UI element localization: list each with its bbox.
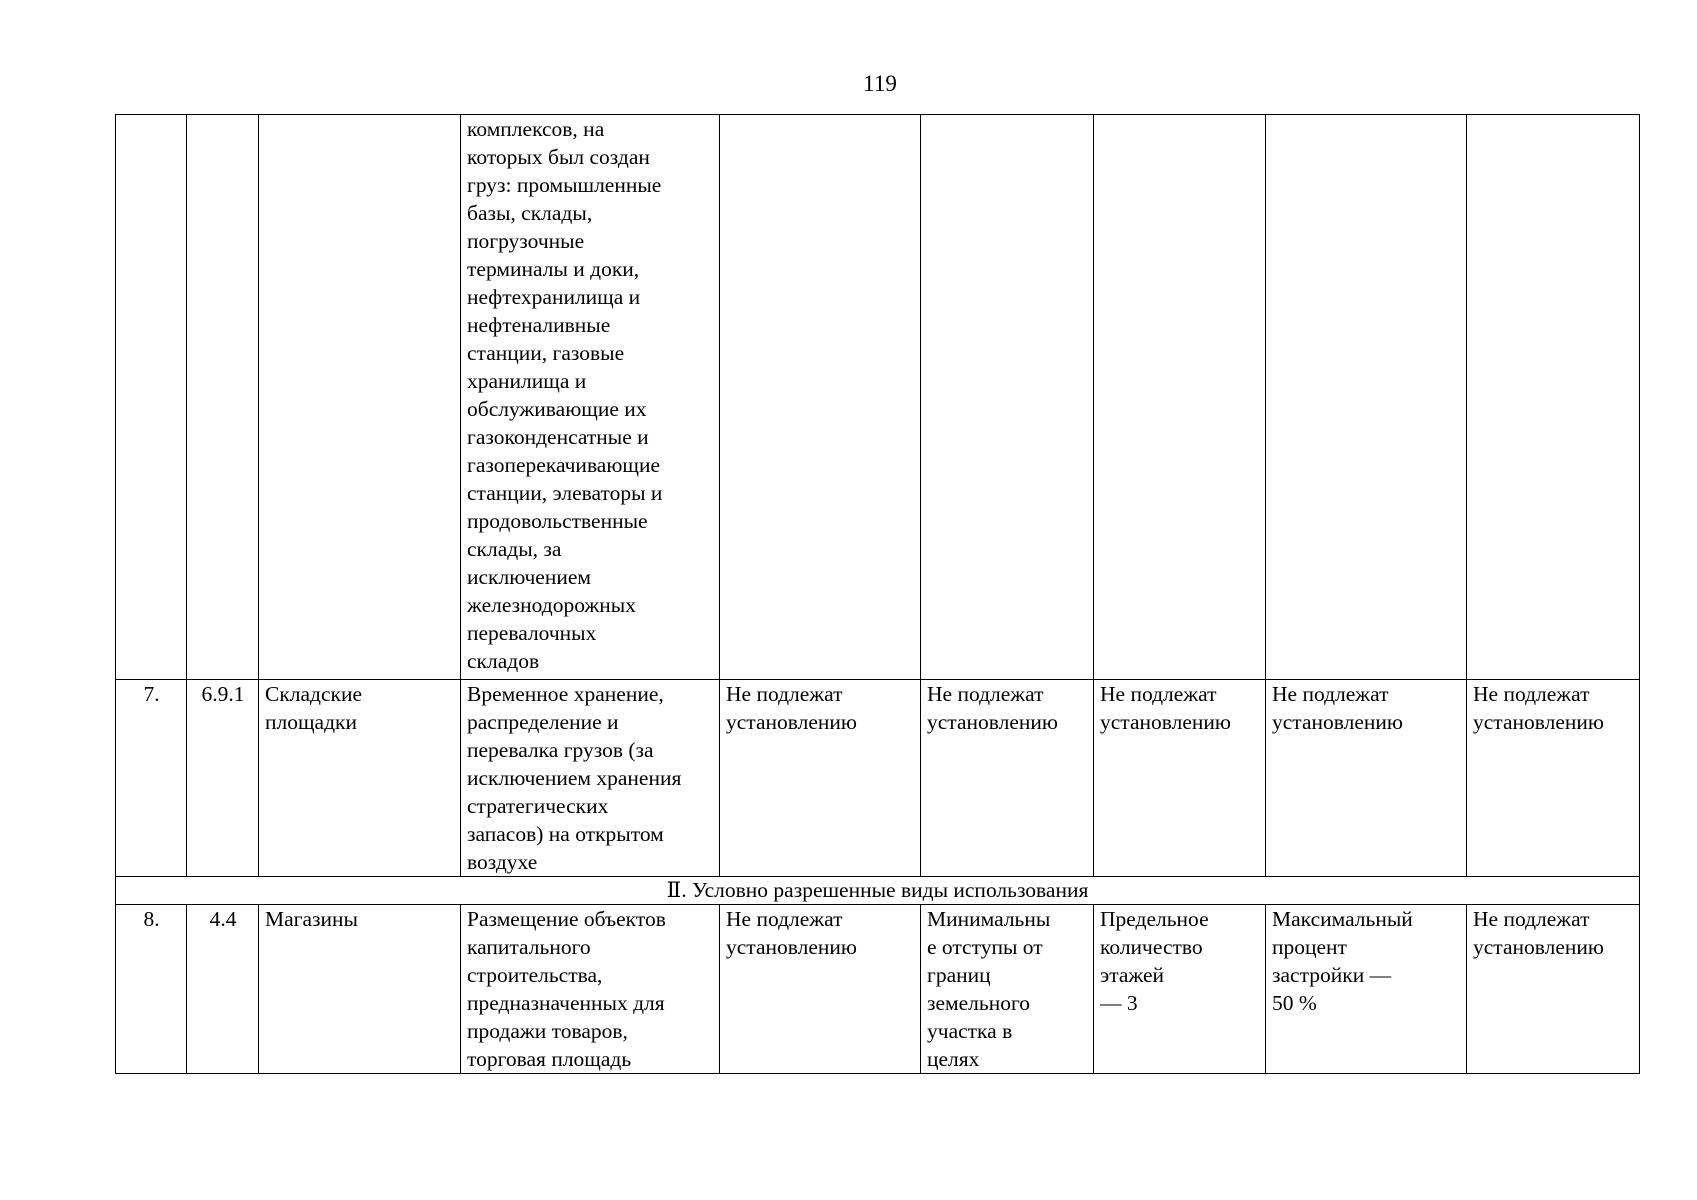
row-number-cell: 8.	[116, 905, 187, 1074]
section-header: Ⅱ. Условно разрешенные виды использования	[116, 877, 1640, 905]
cell-text-line: погрузочные	[467, 229, 585, 253]
cell-text-line: складов	[467, 649, 540, 673]
cell-text-line: груз: промышленные	[467, 173, 662, 197]
table-row	[116, 680, 1640, 877]
cell-text-line: участка в	[927, 1019, 1013, 1043]
cell-text-line: границ	[927, 963, 991, 987]
cell-text-line: перевалочных	[467, 621, 597, 645]
cell-text-line: установлению	[1100, 710, 1231, 734]
param-cell	[1094, 905, 1266, 1074]
use-description-cell	[461, 115, 720, 680]
cell-text-line: Не подлежат	[1473, 907, 1590, 931]
param-cell	[1266, 680, 1467, 877]
cell-text-line: Предельное	[1100, 907, 1209, 931]
cell-text-line: площадки	[265, 710, 357, 734]
page-number: 119	[863, 71, 897, 96]
cell-text-line: Магазины	[265, 907, 358, 931]
param-cell	[1266, 115, 1467, 680]
cell-text-line: установлению	[1473, 710, 1604, 734]
cell-text-line: предназначенных для	[467, 991, 665, 1015]
land-use-table	[115, 114, 1640, 1074]
cell-text-line: Не подлежат	[1272, 682, 1389, 706]
cell-text-line: которых был создан	[467, 145, 650, 169]
param-cell	[921, 905, 1094, 1074]
use-name-cell	[259, 905, 461, 1074]
cell-text-line: Не подлежат	[1100, 682, 1217, 706]
cell-text-line: застройки —	[1272, 963, 1392, 987]
cell-text-line: установлению	[726, 935, 857, 959]
cell-text-line: Минимальны	[927, 907, 1051, 931]
table-row	[116, 115, 1640, 680]
cell-text-line: комплексов, на	[467, 117, 605, 141]
cell-text-line: распределение и	[467, 710, 619, 734]
cell-text-line: склады, за	[467, 537, 562, 561]
cell-text-line: установлению	[927, 710, 1058, 734]
cell-text-line: торговая площадь	[467, 1047, 632, 1071]
cell-text-line: Размещение объектов	[467, 907, 666, 931]
cell-text-line: Не подлежат	[726, 682, 843, 706]
cell-text-line: 50 %	[1272, 991, 1317, 1015]
cell-text-line: капитального	[467, 935, 591, 959]
use-code-cell: 4.4	[187, 905, 259, 1074]
param-cell	[1467, 905, 1640, 1074]
cell-text-line: запасов) на открытом	[467, 822, 664, 846]
cell-text-line: этажей	[1100, 963, 1165, 987]
cell-text-line: Не подлежат	[927, 682, 1044, 706]
cell-text-line: Складские	[265, 682, 363, 706]
param-cell	[720, 680, 921, 877]
cell-text-line: целях	[927, 1047, 980, 1071]
cell-text-line: установлению	[1272, 710, 1403, 734]
cell-text-line: земельного	[927, 991, 1031, 1015]
cell-text-line: обслуживающие их	[467, 397, 647, 421]
cell-text-line: строительства,	[467, 963, 603, 987]
use-description-cell	[461, 680, 720, 877]
cell-text-line: установлению	[1473, 935, 1604, 959]
cell-text-line: е отступы от	[927, 935, 1043, 959]
table-row	[116, 905, 1640, 1074]
cell-text-line: Максимальный	[1272, 907, 1413, 931]
cell-text-line: количество	[1100, 935, 1203, 959]
section-header-row	[116, 877, 1640, 905]
param-cell	[720, 115, 921, 680]
param-cell	[921, 115, 1094, 680]
use-description-cell	[461, 905, 720, 1074]
param-cell	[1467, 115, 1640, 680]
cell-text-line: воздухе	[467, 850, 538, 874]
cell-text-line: нефтеналивные	[467, 313, 611, 337]
use-name-cell	[259, 115, 461, 680]
cell-text-line: продажи товаров,	[467, 1019, 628, 1043]
cell-text-line: газоперекачивающие	[467, 453, 661, 477]
cell-text-line: продовольственные	[467, 509, 648, 533]
param-cell	[720, 905, 921, 1074]
row-number-cell	[116, 115, 187, 680]
cell-text-line: станции, газовые	[467, 341, 625, 365]
row-number-cell: 7.	[116, 680, 187, 877]
cell-text-line: хранилища и	[467, 369, 587, 393]
use-code-cell	[187, 115, 259, 680]
cell-text-line: исключением хранения	[467, 766, 682, 790]
cell-text-line: базы, склады,	[467, 201, 593, 225]
cell-text-line: — 3	[1100, 991, 1138, 1015]
cell-text-line: процент	[1272, 935, 1347, 959]
cell-text-line: газоконденсатные и	[467, 425, 649, 449]
use-name-cell	[259, 680, 461, 877]
cell-text-line: Не подлежат	[726, 907, 843, 931]
param-cell	[1094, 115, 1266, 680]
param-cell	[1467, 680, 1640, 877]
param-cell	[1094, 680, 1266, 877]
param-cell	[1266, 905, 1467, 1074]
cell-text-line: Не подлежат	[1473, 682, 1590, 706]
cell-text-line: стратегических	[467, 794, 609, 818]
cell-text-line: железнодорожных	[467, 593, 636, 617]
param-cell	[921, 680, 1094, 877]
cell-text-line: Временное хранение,	[467, 682, 664, 706]
cell-text-line: терминалы и доки,	[467, 257, 640, 281]
cell-text-line: исключением	[467, 565, 591, 589]
use-code-cell: 6.9.1	[187, 680, 259, 877]
cell-text-line: нефтехранилища и	[467, 285, 641, 309]
cell-text-line: перевалка грузов (за	[467, 738, 654, 762]
cell-text-line: установлению	[726, 710, 857, 734]
cell-text-line: станции, элеваторы и	[467, 481, 663, 505]
